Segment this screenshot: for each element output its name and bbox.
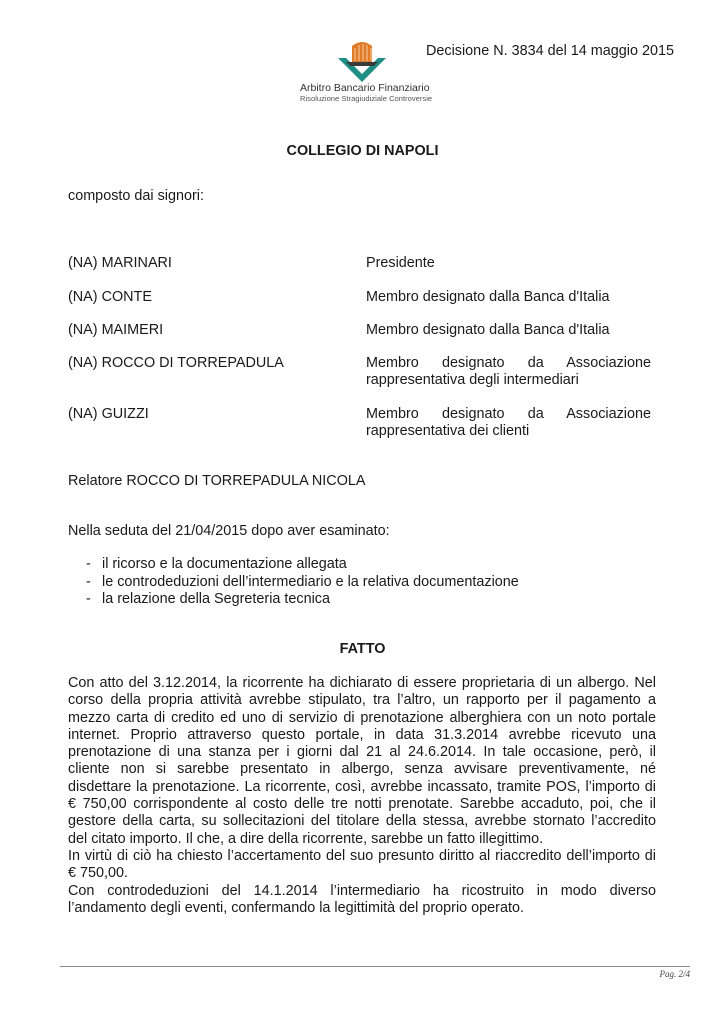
list-item [86,574,519,592]
fatto-heading: FATTO [339,641,386,657]
list-item [86,556,519,574]
fatto-line: Con controdeduzioni del 14.1.2014 l’intermediario ha ricostruito in modo diverso [68,882,656,899]
member-role [366,406,651,440]
fatto-line: disdettare la prenotazione. La ricorrente, così, avrebbe incassato, tramite POS, l’importo di [68,778,656,795]
fatto-line: prenotazione di una stanza per i giorni dal 21 al 24.6.2014. In tale occasione, però, il [68,744,656,761]
list-item-text: la relazione della Segreteria tecnica [102,591,330,607]
fatto-paragraph [68,675,656,917]
member-name: (NA) GUIZZI [68,406,149,422]
member-role [366,255,651,272]
member-role [366,322,651,339]
list-item [86,591,519,609]
fatto-line: € 750,00 corrispondente al costo delle tre notti prenotate. Sarebbe accaduto, poi, che il [68,796,656,813]
relatore: Relatore ROCCO DI TORREPADULA NICOLA [68,473,366,489]
logo-title: Arbitro Bancario Finanziario [300,82,430,94]
composto-label: composto dai signori: [68,188,204,204]
fatto-line: mezzo carta di credito ed uno di servizio di prenotazione alberghiera con un noto portale [68,709,656,726]
member-role-line: Membro designato da Associazione [366,355,651,371]
fatto-line: cliente non si sarebbe presentato in albergo, senza avvisare preventivamente, né [68,761,656,778]
fatto-line: In virtù di ciò ha chiesto l’accertamento del suo presunto diritto al riaccredito dell’importo di [68,847,656,864]
member-name: (NA) MAIMERI [68,322,164,338]
emblem-base [346,62,378,66]
fatto-line: internet. Proprio attraverso questo portale, in data 31.3.2014 avrebbe ricevuto una [68,726,656,743]
page-number: Pag. 2/4 [659,969,690,979]
member-role [366,289,651,306]
fatto-line: l’andamento degli eventi, confermando la legittimità del proprio operato. [68,899,524,916]
footer-divider [60,966,690,967]
member-role-line: rappresentativa dei clienti [366,423,530,439]
fatto-line: gestore della carta, su sollecitazioni del titolare della stessa, avrebbe stornato l’accredito [68,813,656,830]
dash-bullet: - [86,573,91,590]
fatto-line: € 750,00. [68,865,129,882]
list-item-text: le controdeduzioni dell’intermediario e la relativa documentazione [102,573,519,590]
decision-number: Decisione N. 3834 del 14 maggio 2015 [426,43,675,59]
dash-bullet: - [86,556,91,572]
logo-subtitle: Risoluzione Stragiudiziale Controversie [300,94,433,103]
collegio-heading: COLLEGIO DI NAPOLI [286,143,439,159]
examined-documents-list [86,556,519,609]
member-name: (NA) MARINARI [68,255,172,271]
member-role [366,355,651,389]
seduta-intro: Nella seduta del 21/04/2015 dopo aver esaminato: [68,523,390,539]
fatto-line: del citato importo. Il che, a dire della ricorrente, sarebbe un fatto illegittimo. [68,830,544,847]
member-name: (NA) CONTE [68,289,152,305]
dash-bullet: - [86,591,91,607]
member-name: (NA) ROCCO DI TORREPADULA [68,355,284,371]
member-role-line: Membro designato dalla Banca d'Italia [366,289,610,305]
fatto-line: corso della propria attività avrebbe stipulato, tra l’altro, un rapporto per il pagamento a [68,692,656,709]
member-role-line: Membro designato dalla Banca d'Italia [366,322,610,338]
fatto-line: Con atto del 3.12.2014, la ricorrente ha dichiarato di essere proprietaria di un albergo. Nel [68,675,656,691]
member-role-line: Membro designato da Associazione [366,406,651,422]
member-role-line: rappresentativa degli intermediari [366,372,579,388]
list-item-text: il ricorso e la documentazione allegata [102,556,347,572]
abf-emblem-icon [326,36,398,84]
member-role-line: Presidente [366,255,435,271]
